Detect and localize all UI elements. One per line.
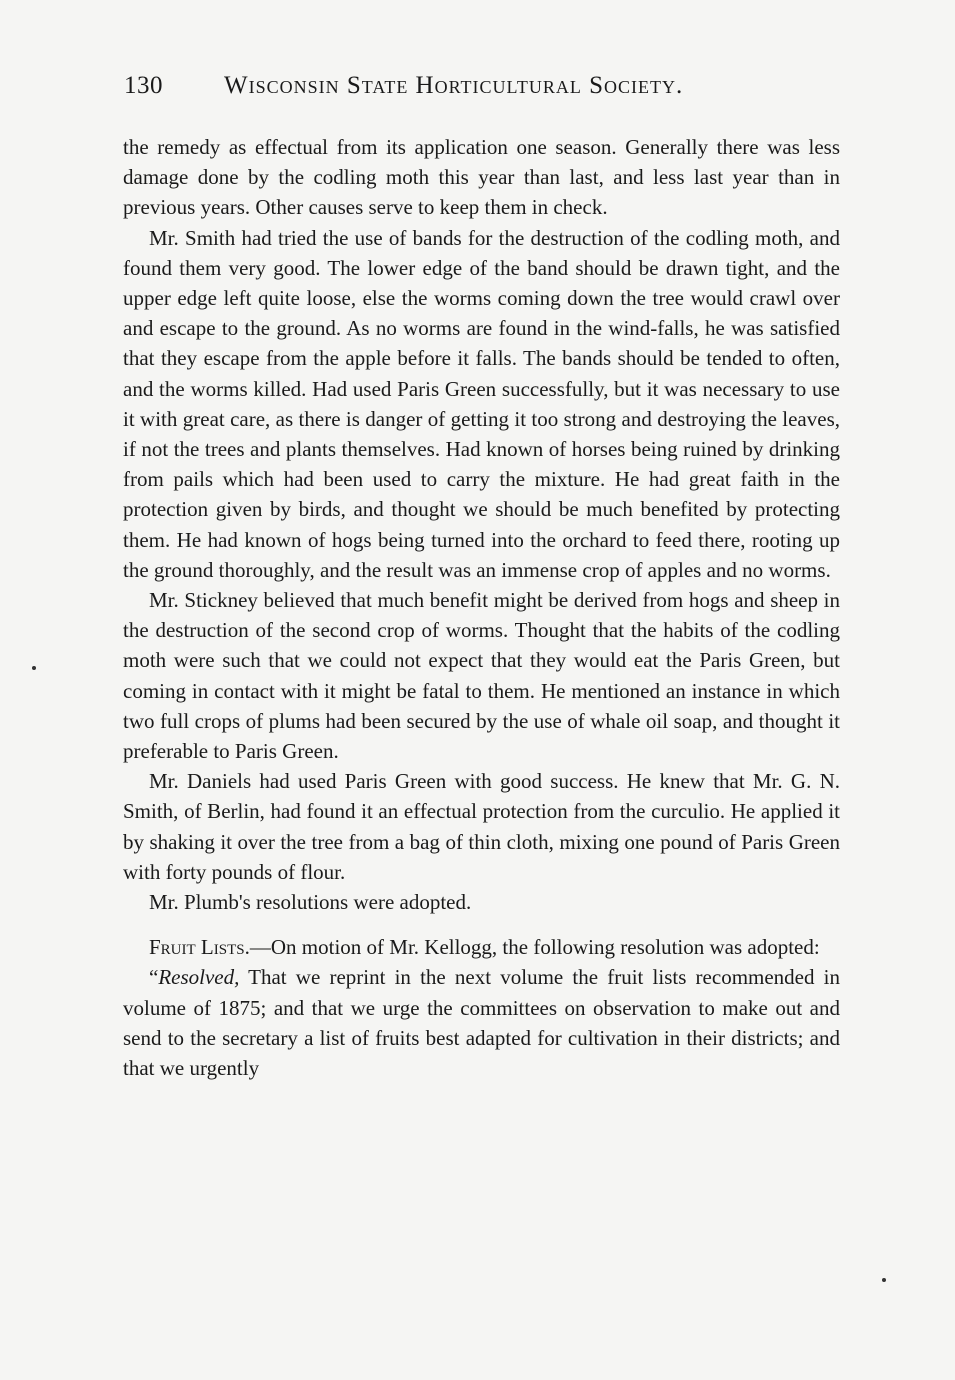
paragraph-resolution (123, 962, 840, 1083)
running-head (124, 72, 844, 108)
section-heading-fruit-lists: Fruit Lists. (149, 935, 250, 960)
page-number: 130 (124, 72, 163, 99)
resolved-label: Resolved, (158, 965, 240, 990)
scan-speck (32, 666, 36, 670)
paragraph-fruit-lists (123, 932, 840, 962)
paragraph-plumb: Mr. Plumb's resolutions were adopted. (149, 890, 472, 915)
resolution-text: That we reprint in the next volume the fruit lists recommended in volume of 1875; and that we urge the committees on observation to make out and send to the secretary a list of fruits best adapted for cultivation in their districts; and that we urgently (123, 965, 840, 1081)
paragraph-continuation: the remedy as effectual from its application one season. Generally there was less damage done by the codling moth this year than last, and less last year than in previous years. Other causes serve to keep them in check. (123, 135, 840, 220)
paragraph-stickney: Mr. Stickney believed that much benefit might be derived from hogs and sheep in the destruction of the second crop of worms. Thought that the habits of the codling moth were such that we could not expect that they would eat the Paris Green, but coming in contact with it might be fatal to them. He mentioned an instance in which two full crops of plums had been secured by the use of whale oil soap, and thought it preferable to Paris Green. (123, 588, 840, 764)
body-text (123, 132, 840, 1083)
fruit-lists-text: —On motion of Mr. Kellogg, the following resolution was adopted: (249, 935, 820, 960)
scan-speck (882, 1278, 886, 1282)
open-quote: “ (149, 965, 159, 990)
running-title: Wisconsin State Horticultural Society. (224, 72, 684, 99)
paragraph-daniels: Mr. Daniels had used Paris Green with good success. He knew that Mr. G. N. Smith, of Berlin, had found it an effectual protection from the curculio. He applied it by shaking it over the tree from a bag of thin cloth, mixing one pound of Paris Green with forty pounds of flour. (123, 769, 840, 884)
paragraph-smith: Mr. Smith had tried the use of bands for the destruction of the codling moth, and found them very good. The lower edge of the band should be drawn tight, and the upper edge left quite loose, else the worms coming down the tree would crawl over and escape to the ground. As no worms are found in the wind-falls, he was satisfied that they escape from the apple before it falls. The bands should be tended to often, and the worms killed. Had used Paris Green successfully, but it was necessary to use it with great care, as there is danger of getting it too strong and destroying the leaves, if not the trees and plants themselves. Had known of horses being ruined by drinking from pails which had been used to carry the mixture. He had great faith in the protection given by birds, and thought we should be much benefited by protecting them. He had known of hogs being turned into the orchard to feed there, rooting up the ground thoroughly, and the result was an immense crop of apples and no worms. (123, 225, 840, 582)
